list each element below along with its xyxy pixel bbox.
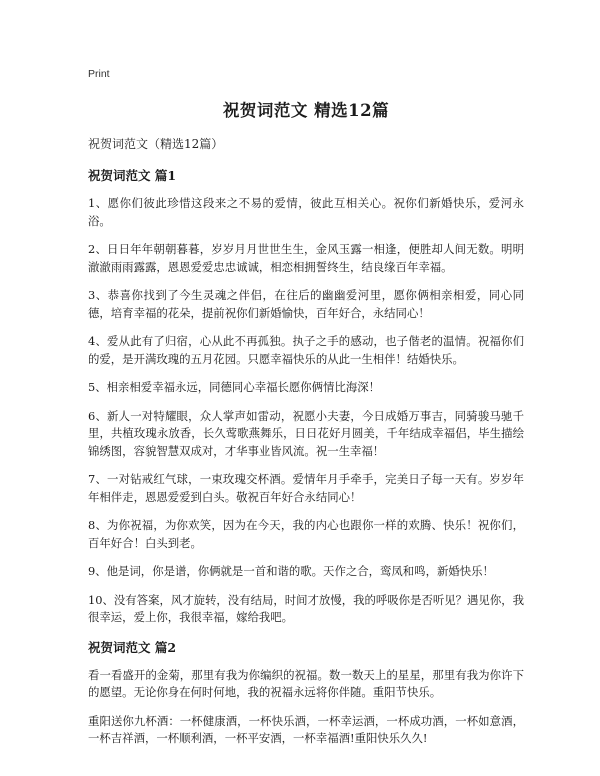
paragraph: 6、新人一对特耀眼，众人掌声如雷动，祝愿小夫妻，今日成婚万事吉，同骑骏马驰千里，共植玫瑰永放香，长久莺歌燕舞乐，日日花好月圆美，千年结成幸福侣，毕生描绘锦绣图，容貌智慧双成对，才华事业皆风流。祝一生幸福！ <box>88 408 524 458</box>
paragraph: 9、他是词，你是谱，你俩就是一首和谐的歌。天作之合，鸾凤和鸣，新婚快乐！ <box>88 564 494 578</box>
paragraph: 重阳送你九杯酒：一杯健康酒，一杯快乐酒，一杯幸运酒，一杯成功酒，一杯如意酒，一杯吉祥酒，一杯顺利酒，一杯平安酒，一杯幸福酒!重阳快乐久久! <box>88 713 524 745</box>
document-subtitle: 祝贺词范文（精选12篇） <box>88 137 224 151</box>
paragraph: 8、为你祝福，为你欢笑，因为在今天，我的内心也跟你一样的欢腾、快乐！祝你们，百年好合！白头到老。 <box>88 518 524 550</box>
paragraph: 4、爱从此有了归宿，心从此不再孤独。执子之手的感动，也子偕老的温情。祝福你们的爱，是开满玫瑰的五月花园。只愿幸福快乐的从此一生相伴！结婚快乐。 <box>88 334 524 366</box>
paragraph: 10、没有答案，风才旋转，没有结局，时间才放慢，我的呼吸你是否听见？遇见你，我很幸运，爱上你，我很幸福，嫁给我吧。 <box>88 592 524 624</box>
document-page <box>88 68 524 759</box>
paragraph: 3、恭喜你找到了今生灵魂之伴侣，在往后的幽幽爱河里，愿你俩相亲相爱，同心同德，培育幸福的花朵，提前祝你们新婚愉快，百年好合，永结同心！ <box>88 288 524 320</box>
section-heading-2: 祝贺词范文 篇2 <box>88 639 177 655</box>
paragraph: 5、相亲相爱幸福永远，同德同心幸福长愿你俩情比海深！ <box>88 380 381 394</box>
paragraph: 2、日日年年朝朝暮暮，岁岁月月世世生生，金风玉露一相逢，便胜却人间无数。明明澈澈雨雨露露，恩恩爱爱忠忠诚诚，相恋相拥誓终生，结良缘百年幸福。 <box>88 242 524 274</box>
document-title: 祝贺词范文 精选12篇 <box>222 101 390 120</box>
paragraph: 1、愿你们彼此珍惜这段来之不易的爱情，彼此互相关心。祝你们新婚快乐，爱河永浴。 <box>88 196 524 228</box>
print-label: Print <box>88 68 110 80</box>
paragraph: 7、一对钻戒红气球，一束玫瑰交杯酒。爱情年月手牵手，完美日子每一天有。岁岁年年相伴走，恩恩爱爱到白头。敬祝百年好合永结同心！ <box>88 472 524 504</box>
section-heading-1: 祝贺词范文 篇1 <box>88 168 177 183</box>
paragraph: 看一看盛开的金菊，那里有我为你编织的祝福。数一数天上的星星，那里有我为你许下的愿望。无论你身在何时何地，我的祝福永远将你伴随。重阳节快乐。 <box>88 667 524 699</box>
